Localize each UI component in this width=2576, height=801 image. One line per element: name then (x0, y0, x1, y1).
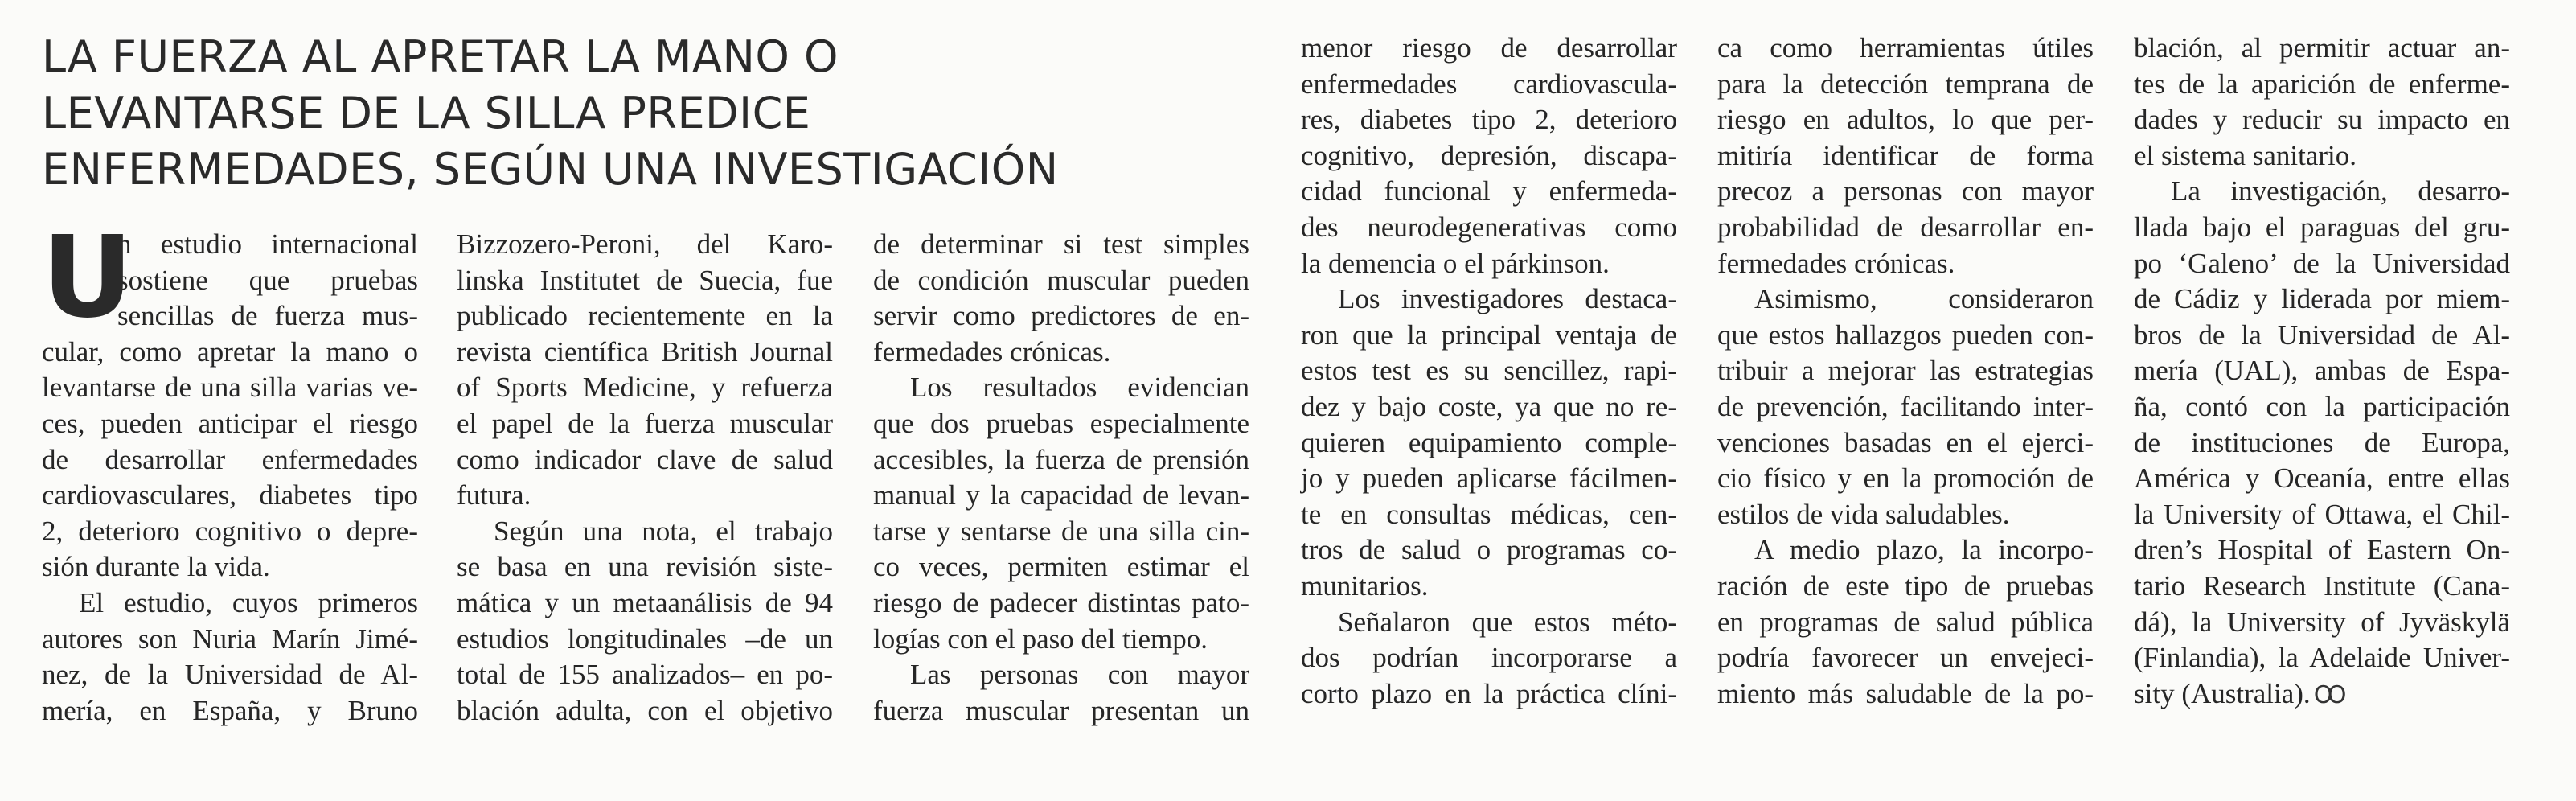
text-line: Según una nota, el trabajo (494, 515, 833, 547)
headline-line: ENFERMEDADES, SEGÚN UNA INVESTIGACIÓN (42, 144, 1059, 195)
text-line: dez y bajo coste, ya que no re- (1301, 390, 1677, 422)
text-line: Señalaron que estos méto- (1338, 606, 1677, 638)
text-line: sencillas de fuerza mus- (117, 300, 418, 332)
text-line: tario Research Institute (Cana- (2134, 569, 2510, 602)
text-line: de instituciones de Europa, (2134, 426, 2510, 458)
text-line: ca como herramientas útiles (1717, 32, 2094, 64)
text-line: estilos de vida saludables. (1717, 498, 2010, 530)
text-line: Bizzozero-Peroni, del Karo- (457, 228, 833, 260)
text-line: estos test es su sencillez, rapi- (1301, 355, 1677, 387)
text-line: podría favorecer un envejeci- (1717, 642, 2094, 674)
text-line: ces, pueden anticipar el riesgo (42, 407, 418, 439)
text-line: para la detección temprana de (1717, 68, 2094, 100)
text-line: te en consultas médicas, cen- (1301, 498, 1677, 530)
text-column-4 (1301, 31, 1677, 712)
text-line: nez, de la Universidad de Al- (42, 659, 418, 691)
text-line: el papel de la fuerza muscular (457, 407, 833, 439)
text-line: mitiría identificar de forma (1717, 139, 2094, 171)
text-line: Los investigadores destaca- (1338, 283, 1677, 315)
headline-line: LEVANTARSE DE LA SILLA PREDICE (42, 88, 811, 138)
text-line: A medio plazo, la incorpo- (1754, 534, 2094, 566)
text-line: fermedades crónicas. (873, 335, 1111, 368)
text-line: res, diabetes tipo 2, deterioro (1301, 104, 1677, 136)
text-line: bros de la Universidad de Al- (2134, 318, 2510, 351)
text-line: fermedades crónicas. (1717, 247, 1955, 279)
text-line: que dos pruebas especialmente (873, 407, 1249, 439)
text-line: Las personas con mayor (910, 659, 1249, 691)
text-line: des neurodegenerativas como (1301, 211, 1677, 243)
text-line: la University of Ottawa, el Chil- (2134, 498, 2510, 530)
text-line: mería, en España, y Bruno (42, 694, 418, 726)
text-line: tros de salud o programas co- (1301, 534, 1677, 566)
text-line: n estudio internacional (117, 228, 418, 260)
text-line: quieren equipamiento comple- (1301, 426, 1677, 458)
text-line: la demencia o el párkinson. (1301, 247, 1610, 279)
dropcap-row (42, 212, 418, 343)
drop-cap: U (42, 212, 133, 343)
text-line: autores son Nuria Marín Jimé- (42, 622, 418, 655)
text-line: venciones basadas en el ejerci- (1717, 426, 2094, 458)
text-line: total de 155 analizados– en po- (457, 659, 833, 691)
text-line: se basa en una revisión siste- (457, 551, 833, 583)
text-line: publicado recientemente en la (457, 300, 833, 332)
text-line: tribuir a mejorar las estrategias (1717, 355, 2094, 387)
text-line: El estudio, cuyos primeros (79, 586, 418, 618)
text-line-final (2134, 676, 2510, 713)
text-column-5 (1717, 31, 2094, 712)
text-line: estudios longitudinales –de un (457, 622, 833, 655)
text-line: blación, al permitir actuar an- (2134, 32, 2510, 64)
text-line: dren’s Hospital of Eastern On- (2134, 534, 2510, 566)
text-line: logías con el paso del tiempo. (873, 622, 1208, 655)
text-line: revista científica British Journal (457, 335, 833, 368)
text-line: sión durante la vida. (42, 551, 270, 583)
text-line: La investigación, desarro- (2171, 175, 2510, 207)
text-line: llada bajo el paraguas del gru- (2134, 211, 2510, 243)
text-line: precoz a personas con mayor (1717, 175, 2094, 207)
text-line: tes de la aparición de enferme- (2134, 68, 2510, 100)
text-line: levantarse de una silla varias ve- (42, 372, 418, 404)
text-line: de determinar si test simples (873, 228, 1249, 260)
final-sentence: sity (Australia). (2134, 677, 2311, 709)
headline (42, 29, 1280, 198)
text-line: de desarrollar enfermedades (42, 443, 418, 475)
text-line: como indicador clave de salud (457, 443, 833, 475)
text-line: en programas de salud pública (1717, 606, 2094, 638)
text-line: ración de este tipo de pruebas (1717, 569, 2094, 602)
text-line: co veces, permiten estimar el (873, 551, 1249, 583)
text-column-1 (42, 212, 418, 729)
text-line: Asimismo, consideraron (1754, 283, 2094, 315)
text-line: miento más saludable de la po- (1717, 677, 2094, 709)
text-line: sostiene que pruebas (117, 264, 418, 296)
text-line: cardiovasculares, diabetes tipo (42, 479, 418, 511)
text-line: ron que la principal ventaja de (1301, 318, 1677, 351)
text-line: cular, como apretar la mano o (42, 335, 418, 368)
text-line: de condición muscular pueden (873, 264, 1249, 296)
text-line: de prevención, facilitando inter- (1717, 390, 2094, 422)
text-line: América y Oceanía, entre ellas (2134, 462, 2510, 495)
text-column-2 (457, 227, 833, 729)
text-line: mería (UAL), ambas de Espa- (2134, 355, 2510, 387)
text-line: po ‘Galeno’ de la Universidad (2134, 247, 2510, 279)
text-line: riesgo en adultos, lo que per- (1717, 104, 2094, 136)
text-column-3 (873, 227, 1249, 729)
text-line: accesibles, la fuerza de prensión (873, 443, 1249, 475)
text-line: el sistema sanitario. (2134, 139, 2357, 171)
text-line: linska Institutet de Suecia, fue (457, 264, 833, 296)
text-line: 2, deterioro cognitivo o depre- (42, 515, 418, 547)
text-line: fuerza muscular presentan un (873, 694, 1249, 726)
text-line: dá), la University of Jyväskylä (2134, 606, 2510, 638)
text-line: cognitivo, depresión, discapa- (1301, 139, 1677, 171)
text-line: jo y pueden aplicarse fácilmen- (1301, 462, 1677, 495)
headline-line: LA FUERZA AL APRETAR LA MANO O (42, 31, 839, 82)
text-line: enfermedades cardiovascula- (1301, 68, 1677, 100)
text-line: cio físico y en la promoción de (1717, 462, 2094, 495)
text-line: of Sports Medicine, y refuerza (457, 372, 833, 404)
text-line: servir como predictores de en- (873, 300, 1249, 332)
text-line: manual y la capacidad de levan- (873, 479, 1249, 511)
text-line: (Finlandia), la Adelaide Univer- (2134, 642, 2510, 674)
text-line: mática y un metaanálisis de 94 (457, 586, 833, 618)
text-column-6 (2134, 31, 2510, 712)
end-of-article-icon: Ꝏ (2313, 681, 2347, 709)
text-line: que estos hallazgos pueden con- (1717, 318, 2094, 351)
text-line: de Cádiz y liderada por miem- (2134, 283, 2510, 315)
text-line: munitarios. (1301, 569, 1429, 602)
text-line: menor riesgo de desarrollar (1301, 32, 1677, 64)
text-line: riesgo de padecer distintas pato- (873, 586, 1249, 618)
text-line: tarse y sentarse de una silla cin- (873, 515, 1249, 547)
text-line: dos podrían incorporarse a (1301, 642, 1677, 674)
text-line: blación adulta, con el objetivo (457, 694, 833, 726)
text-line: probabilidad de desarrollar en- (1717, 211, 2094, 243)
text-line: futura. (457, 479, 531, 511)
text-line: ña, contó con la participación (2134, 390, 2510, 422)
text-line: dades y reducir su impacto en (2134, 104, 2510, 136)
text-line: cidad funcional y enfermeda- (1301, 175, 1677, 207)
text-line: corto plazo en la práctica clíni- (1301, 677, 1677, 709)
text-line: Los resultados evidencian (910, 372, 1249, 404)
